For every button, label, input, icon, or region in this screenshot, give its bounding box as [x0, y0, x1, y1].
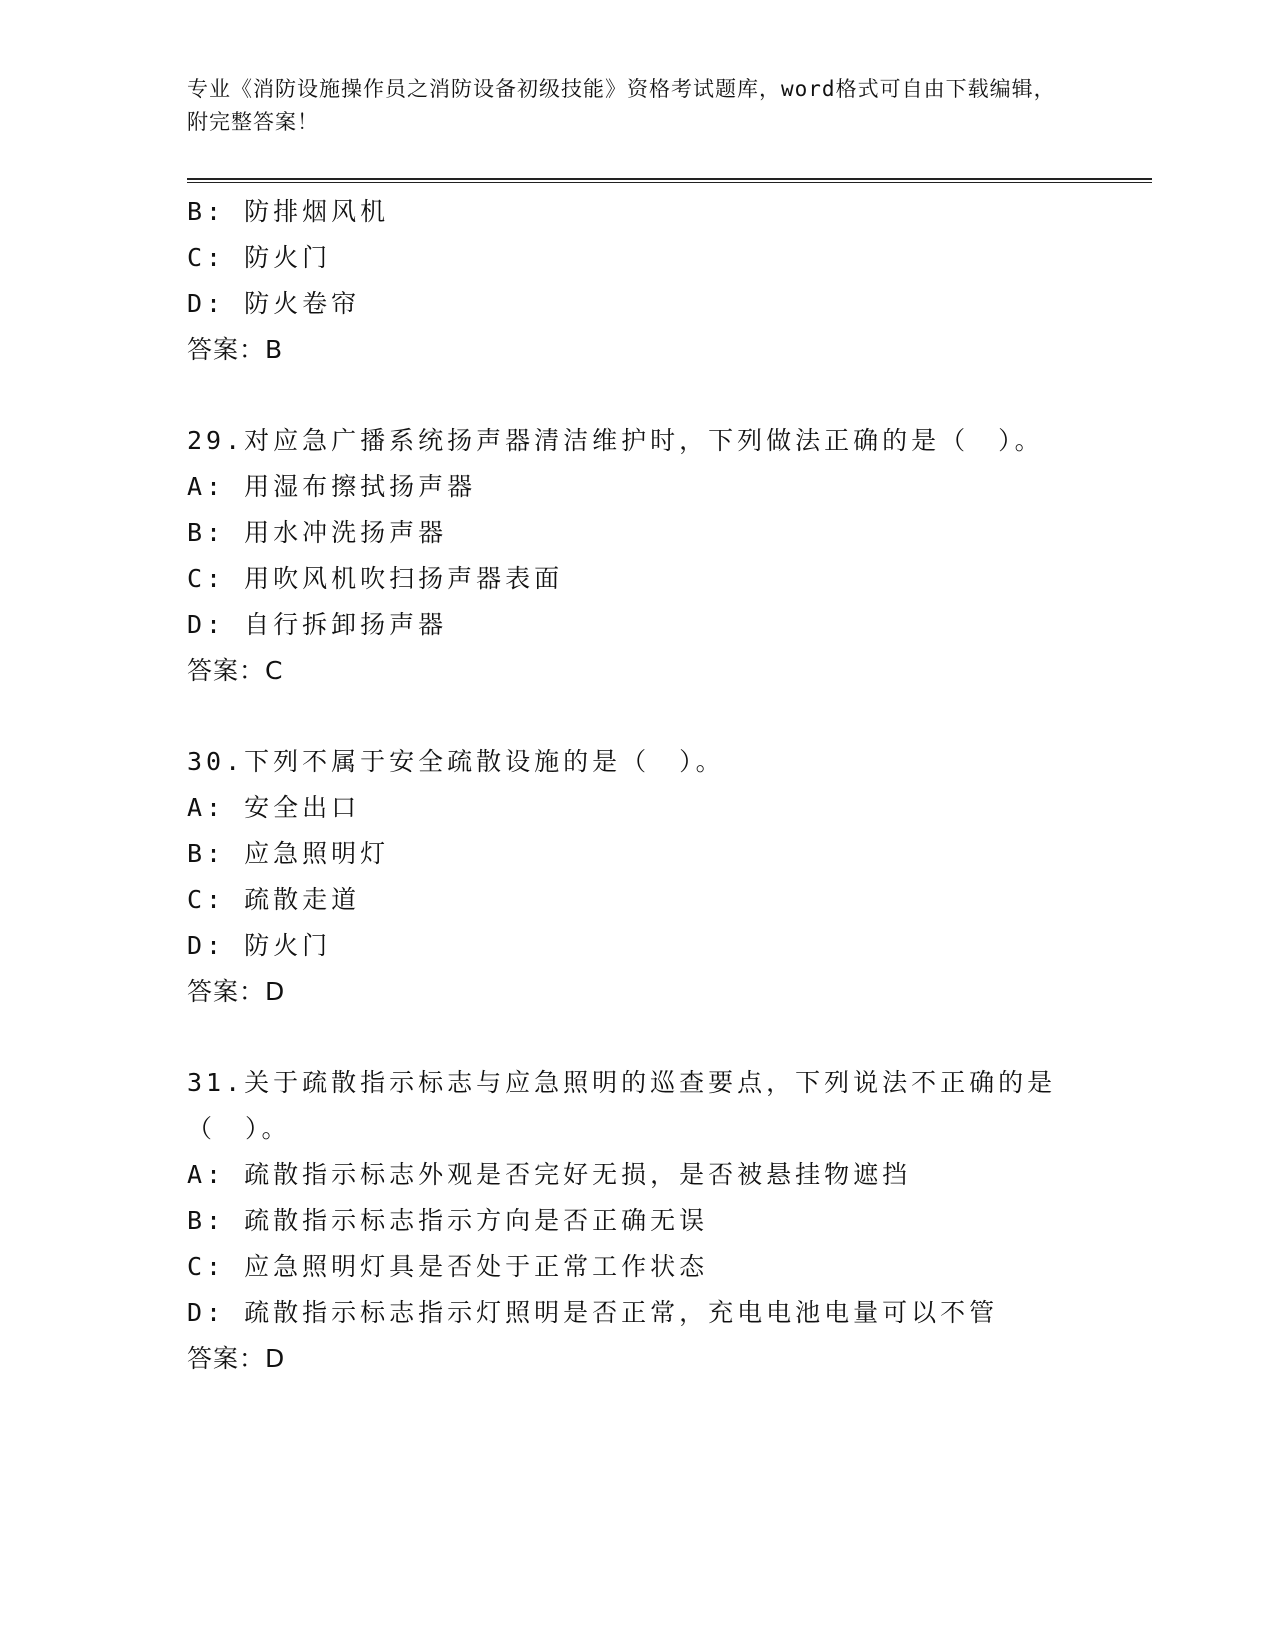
- question-block-29: [187, 418, 1087, 694]
- option-c: C: 用吹风机吹扫扬声器表面: [187, 564, 564, 593]
- option-c: C: 应急照明灯具是否处于正常工作状态: [187, 1252, 709, 1281]
- header-divider: [187, 178, 1152, 183]
- option-d: D: 自行拆卸扬声器: [187, 610, 448, 639]
- option-d: D: 防火门: [187, 931, 332, 960]
- option-b: B: 防排烟风机: [187, 197, 390, 226]
- answer-line: 答案：B: [187, 335, 284, 364]
- answer-line: 答案：D: [187, 977, 286, 1006]
- option-c: C: 防火门: [187, 243, 332, 272]
- option-b: B: 用水冲洗扬声器: [187, 518, 448, 547]
- question-list: [187, 189, 1087, 1382]
- option-a: A: 用湿布擦拭扬声器: [187, 472, 477, 501]
- option-b: B: 应急照明灯: [187, 839, 390, 868]
- question-block-30: [187, 739, 1087, 1015]
- answer-line: 答案：D: [187, 1344, 286, 1373]
- answer-line: 答案：C: [187, 656, 284, 685]
- option-a: A: 安全出口: [187, 793, 361, 822]
- question-block-31: [187, 1060, 1087, 1382]
- option-b: B: 疏散指示标志指示方向是否正确无误: [187, 1206, 709, 1235]
- question-stem: 30.下列不属于安全疏散设施的是（ ）。: [187, 747, 725, 776]
- option-d: D: 防火卷帘: [187, 289, 361, 318]
- question-stem: 31.关于疏散指示标志与应急照明的巡查要点，下列说法不正确的是（ ）。: [187, 1068, 1057, 1143]
- question-block-continued: [187, 189, 1087, 373]
- document-header: 专业《消防设施操作员之消防设备初级技能》资格考试题库，word格式可自由下载编辑，附完整答案！: [187, 77, 1056, 134]
- question-stem: 29.对应急广播系统扬声器清洁维护时，下列做法正确的是（ ）。: [187, 426, 1044, 455]
- option-a: A: 疏散指示标志外观是否完好无损，是否被悬挂物遮挡: [187, 1160, 912, 1189]
- option-d: D: 疏散指示标志指示灯照明是否正常，充电电池电量可以不管: [187, 1298, 999, 1327]
- option-c: C: 疏散走道: [187, 885, 361, 914]
